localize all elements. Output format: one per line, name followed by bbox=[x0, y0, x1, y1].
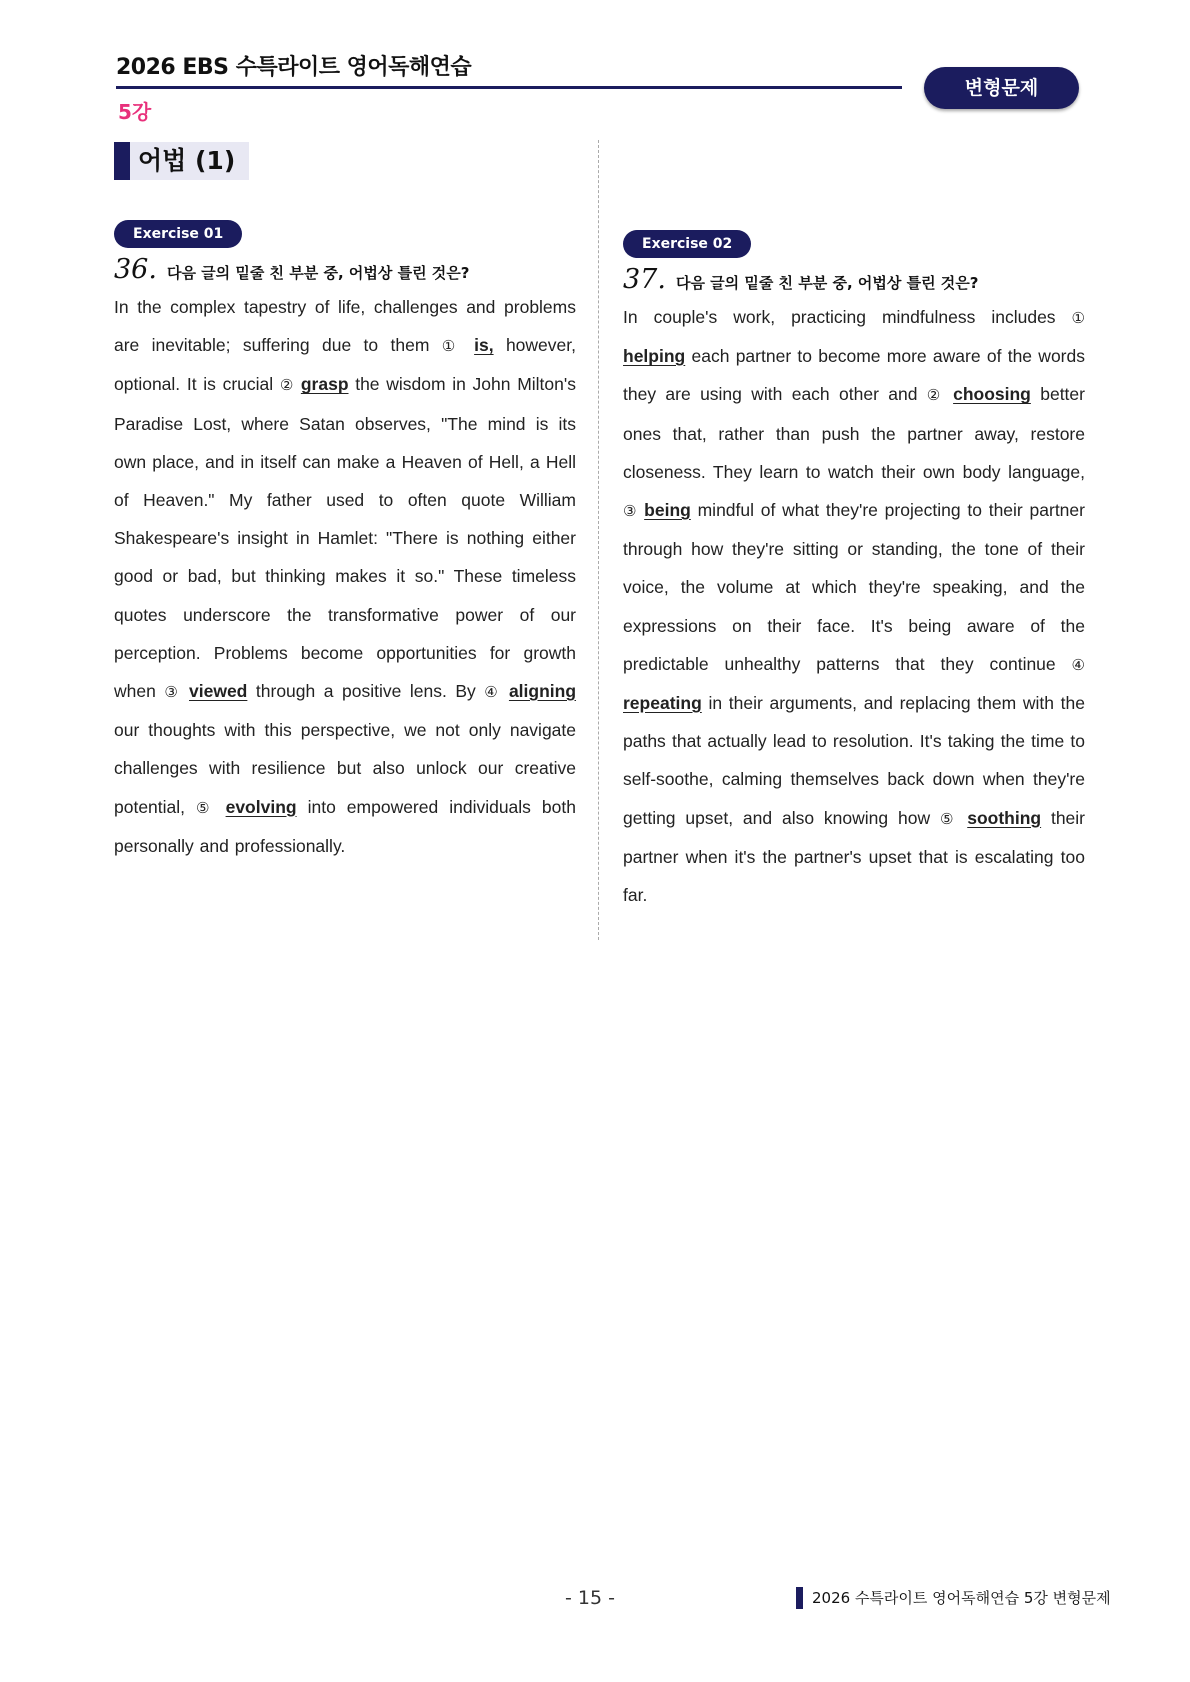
choice-number: ④ bbox=[484, 683, 501, 702]
passage-text: their partner when it's the partner's upset that is escalating too far. bbox=[623, 807, 1086, 906]
passage-text: through a positive lens. By bbox=[247, 681, 485, 702]
choice-number: ⑤ bbox=[196, 798, 215, 817]
column-divider bbox=[598, 140, 599, 940]
choice-number: ① bbox=[1071, 309, 1085, 327]
underlined-choice: grasp bbox=[300, 374, 349, 395]
question-number: 37. bbox=[623, 264, 666, 295]
passage-text: our thoughts with this perspective, we not only navigate challenges with resilience but also unlock our creative potential, bbox=[114, 720, 576, 817]
underlined-choice: being bbox=[644, 500, 691, 521]
underlined-choice: aligning bbox=[508, 681, 577, 702]
underlined-choice: evolving bbox=[225, 796, 297, 817]
underlined-choice: viewed bbox=[189, 681, 248, 702]
choice-number: ③ bbox=[623, 502, 638, 521]
choice-number: ④ bbox=[1071, 655, 1085, 674]
passage-text: in their arguments, and replacing them with the paths that actually lead to resolution. It's taking the time to self-soothe, calming themselves back down when they're getting upset, and also knowing how bbox=[623, 693, 1085, 828]
passage-text: each partner to become more aware of the words they are using with each other and bbox=[623, 346, 1085, 405]
underlined-choice: repeating bbox=[623, 693, 702, 714]
passage bbox=[114, 288, 576, 865]
underlined-choice: soothing bbox=[967, 807, 1042, 828]
choice-number: ① bbox=[441, 337, 462, 356]
header-title: 2026 EBS 수특라이트 영어독해연습 bbox=[116, 55, 472, 80]
passage-text: better ones that, rather than push the partner away, restore closeness. They learn to watch their own body language, bbox=[623, 384, 1085, 482]
choice-number: ② bbox=[279, 376, 295, 395]
passage-text: In the complex tapestry of life, challenges and problems are inevitable; suffering due to them bbox=[114, 297, 576, 356]
choice-number: ⑤ bbox=[939, 809, 958, 828]
section-title: 어법 (1) bbox=[114, 142, 249, 180]
exercise-label: Exercise 01 bbox=[114, 220, 242, 248]
passage-text: the wisdom in John Milton's Paradise Lost, where Satan observes, "The mind is its own place, and in itself can make a Heaven of Hell, a Hell of Heaven." My father used to often quote William Shakespeare's insight in Hamlet: "There is nothing either good or bad, but thinking makes it so." These timeless quotes underscore the transformative power of our perception. Problems become opportunities for growth when bbox=[114, 374, 576, 702]
choice-number: ② bbox=[926, 386, 944, 405]
question-text: 다음 글의 밑줄 친 부분 중, 어법상 틀린 것은? bbox=[166, 264, 470, 282]
passage-text: into empowered individuals both personally and professionally. bbox=[114, 796, 576, 856]
header-badge: 변형문제 bbox=[924, 67, 1079, 109]
underlined-choice: choosing bbox=[953, 384, 1031, 405]
passage bbox=[623, 298, 1085, 914]
choice-number: ③ bbox=[164, 683, 181, 702]
page-number: - 15 - bbox=[565, 1587, 615, 1609]
question-line bbox=[623, 264, 1085, 298]
exercise-02 bbox=[623, 230, 1085, 914]
header-rule bbox=[116, 86, 902, 89]
footer-label: 2026 수특라이트 영어독해연습 5강 변형문제 bbox=[796, 1587, 1111, 1609]
exercise-01 bbox=[114, 220, 576, 865]
question-text: 다음 글의 밑줄 친 부분 중, 어법상 틀린 것은? bbox=[675, 274, 979, 292]
question-number: 36. bbox=[114, 254, 157, 285]
question-line bbox=[114, 254, 576, 288]
lesson-label: 5강 bbox=[118, 100, 152, 124]
underlined-choice: is, bbox=[474, 335, 494, 356]
underlined-choice: helping bbox=[623, 346, 686, 367]
passage-text: mindful of what they're projecting to their partner through how they're sitting or standing, the tone of their voice, the volume at which they're speaking, and the expressions on their face. It's being aware of the predictable unhealthy patterns that they continue bbox=[623, 500, 1085, 674]
passage-text: In couple's work, practicing mindfulness includes bbox=[623, 307, 1072, 327]
exercise-label: Exercise 02 bbox=[623, 230, 751, 258]
passage-text: however, optional. It is crucial bbox=[114, 335, 576, 395]
